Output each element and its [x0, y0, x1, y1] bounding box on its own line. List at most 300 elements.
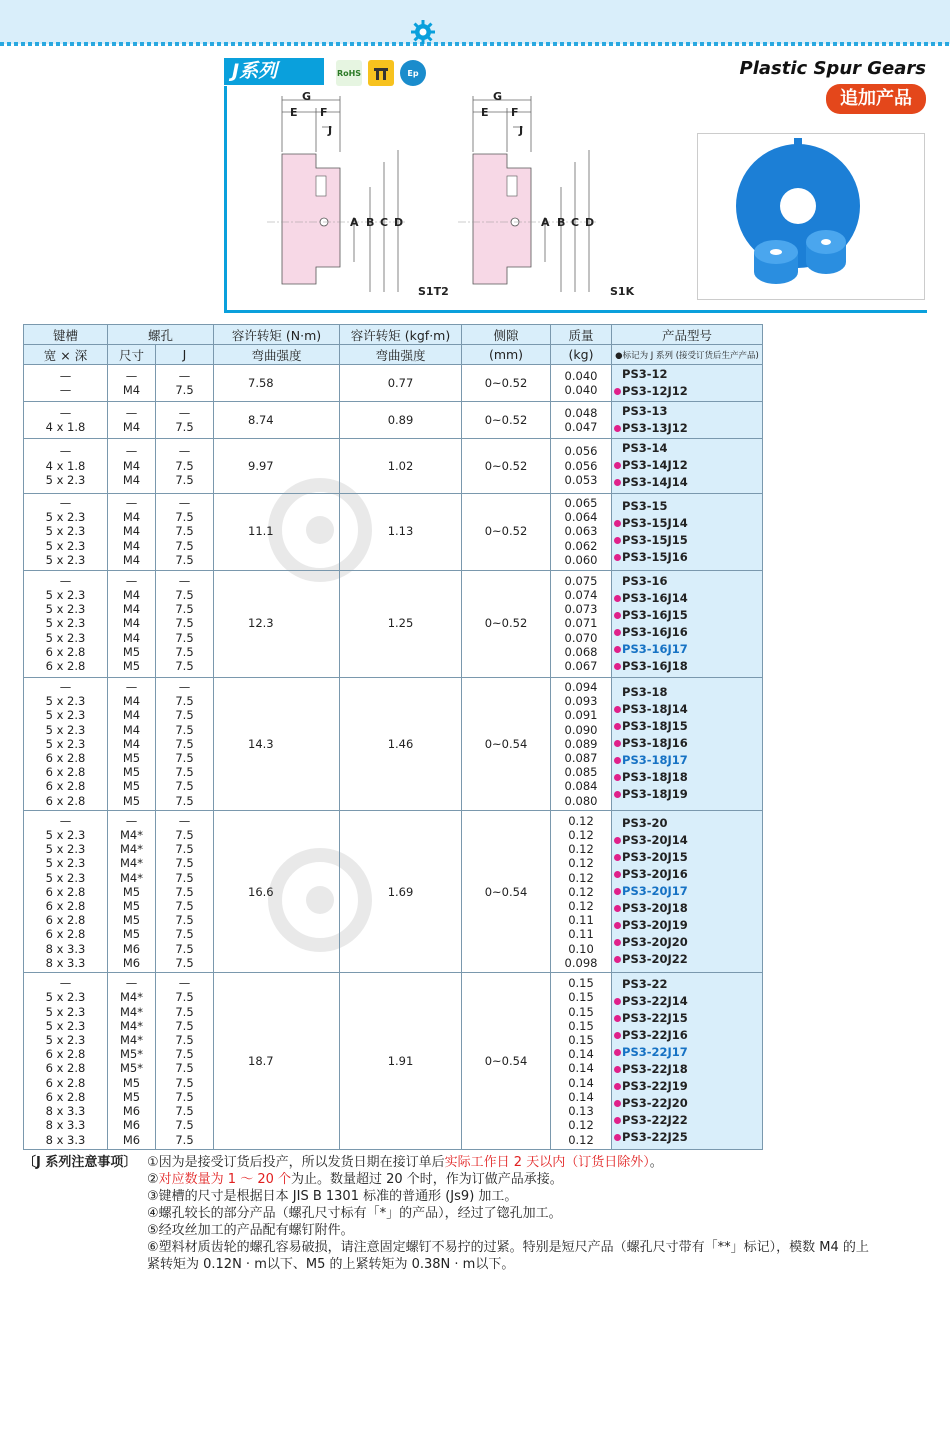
- mass-cell: [551, 493, 612, 570]
- screw-j-cell-line: 7.5: [175, 1075, 194, 1090]
- screw-size-cell: [108, 973, 156, 1150]
- page-title: Plastic Spur Gears: [739, 58, 926, 79]
- model-code-text: PS3-13J12: [622, 421, 688, 435]
- add-product-badge: 追加产品: [826, 84, 926, 114]
- j-series-dot-icon: [614, 905, 621, 912]
- screw-j-cell-line: 7.5: [175, 870, 194, 885]
- model-code: [614, 1095, 762, 1112]
- th-screw: 螺孔: [108, 325, 214, 345]
- model-code-text: PS3-15J16: [622, 549, 688, 564]
- model-code-text: PS3-22J15: [622, 1011, 688, 1026]
- j-series-dot-icon: [614, 629, 621, 636]
- model-cell: [612, 973, 763, 1150]
- model-code: [614, 532, 762, 549]
- keyway-cell-line: 5 x 2.3: [45, 870, 86, 885]
- mass-cell-line: 0.15: [568, 990, 594, 1005]
- screw-j-cell-line: 7.5: [175, 955, 194, 970]
- model-code: [614, 474, 762, 491]
- torque-nm-cell: 12.3: [214, 570, 340, 677]
- model-code: [614, 366, 762, 383]
- th-mass: 质量: [551, 325, 612, 345]
- screw-j-cell-line: 7.5: [175, 722, 194, 737]
- diagram-s1k-label: S1K: [610, 285, 635, 298]
- mass-cell-line: 0.068: [564, 644, 598, 659]
- screw-size-cell-line: M5: [122, 1075, 141, 1090]
- screw-j-cell-line: —: [178, 573, 191, 588]
- table-row: [24, 493, 763, 570]
- screw-size-cell-line: M5*: [120, 1047, 143, 1062]
- model-code-text: PS3-22J14: [622, 994, 688, 1009]
- torque-kgf-cell: 1.02: [340, 439, 462, 494]
- model-code: [614, 1078, 762, 1095]
- note-5: ⑤经攻丝加工的产品配有螺钉附件。: [147, 1223, 354, 1238]
- screw-j-cell-line: 7.5: [175, 927, 194, 942]
- j-series-dot-icon: [614, 871, 621, 878]
- screw-size-cell: [108, 365, 156, 402]
- j-series-dot-icon: [614, 663, 621, 670]
- model-code: [614, 866, 762, 883]
- screw-size-cell-line: —: [125, 573, 138, 588]
- screw-j-cell-line: 7.5: [175, 1047, 194, 1062]
- dim-j-label-right: J: [519, 124, 524, 137]
- keyway-cell-line: 6 x 2.8: [45, 765, 86, 780]
- screw-j-cell-line: 7.5: [175, 587, 194, 602]
- keyway-cell-line: 5 x 2.3: [45, 827, 86, 842]
- keyway-cell-line: 5 x 2.3: [45, 602, 86, 617]
- keyway-cell-line: 5 x 2.3: [45, 552, 86, 567]
- mass-cell: [551, 570, 612, 677]
- mass-cell-line: 0.053: [564, 472, 598, 487]
- model-code: [614, 1061, 762, 1078]
- notes-heading: 〔J 系列注意事项〕: [23, 1155, 137, 1170]
- model-code-text: PS3-18J14: [622, 702, 688, 717]
- note-3: ③键槽的尺寸是根据日本 JIS B 1301 标准的普通形 (Js9) 加工。: [147, 1189, 518, 1204]
- mass-cell-line: 0.075: [564, 573, 598, 588]
- model-cell: [612, 811, 763, 973]
- screw-j-cell: [156, 570, 214, 677]
- model-code: [614, 993, 762, 1010]
- keyway-cell-line: 6 x 2.8: [45, 1075, 86, 1090]
- screw-size-cell-line: M4: [122, 383, 141, 397]
- screw-size-cell-line: M5: [122, 884, 141, 899]
- j-series-dot-icon: [614, 595, 621, 602]
- keyway-cell-line: 5 x 2.3: [45, 694, 86, 709]
- screw-j-cell-line: 7.5: [175, 884, 194, 899]
- model-code-text: PS3-20J22: [622, 952, 688, 967]
- model-code-text: PS3-20J14: [622, 833, 688, 848]
- j-series-dot-icon: [614, 791, 621, 798]
- model-code: [614, 735, 762, 752]
- j-series-dot-icon: [614, 388, 621, 395]
- j-series-dot-icon: [614, 1083, 621, 1090]
- keyway-cell-line: 5 x 2.3: [45, 708, 86, 723]
- screw-j-cell-line: 7.5: [175, 1061, 194, 1076]
- mass-cell-line: 0.12: [568, 1132, 594, 1147]
- screw-size-cell-line: M4*: [120, 842, 143, 857]
- model-cell: [612, 402, 763, 439]
- model-code: [614, 403, 762, 420]
- note-1-end: 。: [649, 1155, 663, 1170]
- table-row: [24, 973, 763, 1150]
- mass-cell-line: 0.14: [568, 1075, 594, 1090]
- screw-size-cell-line: M5: [122, 751, 141, 765]
- note-4: ④螺孔较长的部分产品（螺孔尺寸标有「*」的产品），经过了锪孔加工。: [147, 1206, 562, 1221]
- dim-f-label-right: F: [511, 106, 519, 119]
- mass-cell-line: 0.047: [564, 420, 598, 434]
- model-code: [614, 1027, 762, 1044]
- keyway-cell-line: 5 x 2.3: [45, 587, 86, 602]
- mass-cell-line: 0.063: [564, 524, 598, 539]
- keyway-cell-line: 6 x 2.8: [45, 898, 86, 913]
- note-1: [147, 1154, 869, 1171]
- model-code: [614, 658, 762, 675]
- mass-cell-line: 0.13: [568, 1104, 594, 1119]
- mass-cell-line: 0.12: [568, 827, 594, 842]
- screw-size-cell-line: M4: [122, 736, 141, 751]
- badge-row: [336, 60, 426, 86]
- model-code-text: PS3-15J15: [622, 532, 688, 547]
- j-series-dot-icon: [614, 462, 621, 469]
- model-code: [614, 641, 762, 658]
- screw-j-cell-line: 7.5: [175, 616, 194, 631]
- dim-f-label: F: [320, 106, 328, 119]
- model-code: [614, 849, 762, 866]
- gear-logo-icon: [411, 20, 435, 44]
- keyway-cell-line: 6 x 2.8: [45, 927, 86, 942]
- screw-j-cell-line: —: [178, 495, 191, 510]
- torque-kgf-cell: 0.89: [340, 402, 462, 439]
- mass-cell-line: 0.14: [568, 1089, 594, 1104]
- keyway-cell-line: 5 x 2.3: [45, 1004, 86, 1019]
- model-code-text: PS3-18J17: [622, 753, 688, 768]
- screw-size-cell-line: M4: [122, 458, 141, 473]
- model-code-text: PS3-16J16: [622, 624, 688, 639]
- keyway-cell-line: —: [59, 368, 72, 383]
- screw-size-cell-line: M5: [122, 644, 141, 659]
- j-series-dot-icon: [614, 1049, 621, 1056]
- note-2-highlight: 对应数量为 1 ～ 20 个: [158, 1172, 291, 1187]
- keyway-cell: [24, 365, 108, 402]
- j-series-dot-icon: [614, 939, 621, 946]
- screw-size-cell-line: M4*: [120, 827, 143, 842]
- j-series-dot-icon: [614, 1134, 621, 1141]
- mass-cell-line: 0.056: [564, 458, 598, 473]
- model-code: [614, 549, 762, 566]
- keyway-cell: [24, 439, 108, 494]
- ep-badge-icon: Ep: [400, 60, 426, 86]
- top-band: [0, 0, 950, 44]
- mass-cell-line: 0.098: [564, 955, 598, 970]
- j-series-dot-icon: [614, 1117, 621, 1124]
- screw-size-cell-line: M5: [122, 793, 141, 808]
- mass-cell-line: 0.15: [568, 1004, 594, 1019]
- model-code: [614, 769, 762, 786]
- model-code-text: PS3-18J19: [622, 787, 688, 802]
- screw-size-cell-line: M4: [122, 722, 141, 737]
- mass-cell: [551, 439, 612, 494]
- model-code-text: PS3-22J16: [622, 1028, 688, 1043]
- j-series-dot-icon: [614, 956, 621, 963]
- screw-size-cell: [108, 402, 156, 439]
- model-code-text: PS3-22J17: [622, 1045, 688, 1060]
- model-code-text: PS3-13: [622, 404, 668, 418]
- screw-j-cell-line: 7.5: [175, 793, 194, 808]
- mass-cell-line: 0.067: [564, 659, 598, 673]
- j-series-dot-icon: [614, 888, 621, 895]
- screw-size-cell-line: M4*: [120, 856, 143, 871]
- model-code-text: PS3-20J15: [622, 850, 688, 865]
- screw-j-cell-line: 7.5: [175, 630, 194, 645]
- mass-cell-line: 0.12: [568, 1118, 594, 1133]
- screw-j-cell-line: 7.5: [175, 842, 194, 857]
- model-code: [614, 498, 762, 515]
- screw-j-cell-line: 7.5: [175, 913, 194, 928]
- mass-cell-line: 0.065: [564, 495, 598, 510]
- screw-j-cell-line: 7.5: [175, 524, 194, 539]
- keyway-cell-line: 8 x 3.3: [45, 1104, 86, 1119]
- j-series-dot-icon: [614, 1100, 621, 1107]
- screw-size-cell-line: —: [125, 679, 138, 694]
- dim-j-label: J: [328, 124, 333, 137]
- screw-j-cell-line: —: [178, 405, 191, 420]
- j-series-dot-icon: [614, 425, 621, 432]
- mass-cell-line: 0.15: [568, 976, 594, 991]
- model-code-text: PS3-22J25: [622, 1130, 688, 1145]
- mass-cell-line: 0.087: [564, 751, 598, 765]
- mass-cell-line: 0.11: [568, 927, 594, 942]
- gear-diagram-s1k: [453, 92, 603, 297]
- screw-size-cell-line: —: [125, 813, 138, 828]
- keyway-cell: [24, 402, 108, 439]
- model-code-text: PS3-16J15: [622, 607, 688, 622]
- keyway-cell-line: —: [59, 444, 72, 459]
- dim-e-label: E: [290, 106, 298, 119]
- dim-g-label: G: [302, 90, 312, 103]
- model-code: [614, 590, 762, 607]
- table-row: [24, 402, 763, 439]
- screw-size-cell-line: —: [125, 495, 138, 510]
- screw-j-cell-line: —: [178, 368, 191, 383]
- mass-cell-line: 0.14: [568, 1047, 594, 1062]
- screw-size-cell-line: M4: [122, 616, 141, 631]
- keyway-cell: [24, 973, 108, 1150]
- th-model: 产品型号: [612, 325, 763, 345]
- screw-size-cell-line: M4: [122, 552, 141, 567]
- torque-nm-cell: 11.1: [214, 493, 340, 570]
- mass-cell: [551, 402, 612, 439]
- j-series-dot-icon: [614, 537, 621, 544]
- model-code-text: PS3-20J16: [622, 867, 688, 882]
- model-code: [614, 934, 762, 951]
- screw-size-cell: [108, 493, 156, 570]
- backlash-cell: 0~0.52: [462, 402, 551, 439]
- screw-j-cell-line: 7.5: [175, 765, 194, 780]
- mass-cell-line: 0.090: [564, 722, 598, 737]
- j-series-dot-icon: [614, 854, 621, 861]
- model-code-text: PS3-12J12: [622, 384, 688, 398]
- keyway-cell-line: 6 x 2.8: [45, 779, 86, 794]
- model-code: [614, 515, 762, 532]
- model-cell: [612, 677, 763, 811]
- keyway-cell-line: 6 x 2.8: [45, 1089, 86, 1104]
- model-cell: [612, 493, 763, 570]
- model-code: [614, 951, 762, 968]
- screw-j-cell-line: 7.5: [175, 602, 194, 617]
- torque-nm-cell: 8.74: [214, 402, 340, 439]
- backlash-cell: 0~0.54: [462, 973, 551, 1150]
- keyway-cell-line: 5 x 2.3: [45, 722, 86, 737]
- model-code: [614, 607, 762, 624]
- model-code: [614, 1112, 762, 1129]
- torque-nm-cell: 14.3: [214, 677, 340, 811]
- model-code-text: PS3-20J17: [622, 884, 688, 899]
- screw-size-cell-line: M4: [122, 602, 141, 617]
- keyway-cell-line: —: [59, 679, 72, 694]
- keyway-cell-line: 8 x 3.3: [45, 1132, 86, 1147]
- keyway-cell-line: 8 x 3.3: [45, 1118, 86, 1133]
- screw-size-cell-line: M4: [122, 472, 141, 487]
- screw-size-cell-line: M5: [122, 927, 141, 942]
- mass-cell-line: 0.093: [564, 694, 598, 709]
- note-1-highlight: 实际工作日 2 天以内（订货日除外）: [444, 1155, 650, 1170]
- torque-nm-cell: 9.97: [214, 439, 340, 494]
- model-code-text: PS3-15J14: [622, 515, 688, 530]
- screw-j-cell-line: 7.5: [175, 1104, 194, 1119]
- screw-j-cell-line: 7.5: [175, 1004, 194, 1019]
- j-series-dot-icon: [614, 520, 621, 527]
- mass-cell-line: 0.14: [568, 1061, 594, 1076]
- screw-size-cell-line: M4: [122, 587, 141, 602]
- th-bend-1: 弯曲强度: [214, 345, 340, 365]
- screw-j-cell: [156, 493, 214, 570]
- mass-cell-line: 0.12: [568, 813, 594, 828]
- model-code-text: PS3-22J20: [622, 1096, 688, 1111]
- screw-j-cell-line: 7.5: [175, 708, 194, 723]
- mass-cell: [551, 973, 612, 1150]
- screw-size-cell-line: M4: [122, 538, 141, 553]
- model-code-text: PS3-18J18: [622, 770, 688, 785]
- screw-size-cell-line: M5: [122, 779, 141, 794]
- keyway-cell-line: 5 x 2.3: [45, 1033, 86, 1048]
- spec-table-body: [24, 365, 763, 1150]
- screw-size-cell-line: —: [125, 444, 138, 459]
- model-cell: [612, 439, 763, 494]
- screw-j-cell: [156, 365, 214, 402]
- screw-j-cell-line: —: [178, 444, 191, 459]
- keyway-cell-line: 5 x 2.3: [45, 736, 86, 751]
- keyway-cell-line: 5 x 2.3: [45, 856, 86, 871]
- mass-cell-line: 0.073: [564, 602, 598, 617]
- mass-cell-line: 0.11: [568, 913, 594, 928]
- screw-j-cell-line: 7.5: [175, 1089, 194, 1104]
- keyway-cell-line: 5 x 2.3: [45, 524, 86, 539]
- screw-size-cell-line: M4*: [120, 1033, 143, 1048]
- screw-j-cell-line: 7.5: [175, 383, 194, 397]
- model-code-text: PS3-16J14: [622, 590, 688, 605]
- screw-j-cell-line: 7.5: [175, 898, 194, 913]
- model-code: [614, 900, 762, 917]
- j-series-dot-icon: [614, 646, 621, 653]
- screw-j-cell-line: —: [178, 976, 191, 991]
- screw-j-cell-line: 7.5: [175, 552, 194, 567]
- j-series-dot-icon: [614, 757, 621, 764]
- model-code: [614, 752, 762, 769]
- mass-cell-line: 0.091: [564, 708, 598, 723]
- spec-table: [23, 324, 763, 1150]
- model-code: [614, 420, 762, 437]
- j-series-dot-icon: [614, 723, 621, 730]
- backlash-cell: 0~0.52: [462, 493, 551, 570]
- mass-cell-line: 0.12: [568, 898, 594, 913]
- screw-size-cell-line: M6: [122, 1132, 141, 1147]
- mass-cell-line: 0.064: [564, 510, 598, 525]
- keyway-cell: [24, 493, 108, 570]
- screw-j-cell: [156, 402, 214, 439]
- screw-j-cell-line: —: [178, 679, 191, 694]
- screw-j-cell-line: 7.5: [175, 510, 194, 525]
- keyway-cell-line: 5 x 2.3: [45, 990, 86, 1005]
- j-series-dot-icon: [614, 612, 621, 619]
- screw-size-cell-line: M4*: [120, 1004, 143, 1019]
- screw-size-cell-line: M5: [122, 765, 141, 780]
- screw-size-cell-line: —: [125, 368, 138, 383]
- rohs-badge-icon: RoHS: [336, 60, 362, 86]
- model-code-text: PS3-12: [622, 367, 668, 381]
- j-series-dot-icon: [614, 706, 621, 713]
- dim-g-label-right: G: [493, 90, 503, 103]
- screw-size-cell-line: M4*: [120, 870, 143, 885]
- table-row: [24, 365, 763, 402]
- screw-size-cell-line: M4: [122, 630, 141, 645]
- product-photo: [697, 133, 925, 300]
- model-code: [614, 917, 762, 934]
- mass-cell-line: 0.040: [564, 383, 598, 397]
- model-code-text: PS3-22J19: [622, 1079, 688, 1094]
- th-model-note: ●标记为 J 系列 (接受订货后生产产品): [612, 345, 763, 365]
- dim-a-label-right: A: [541, 216, 550, 229]
- th-keyway-sub: 宽 × 深: [24, 345, 108, 365]
- keyway-cell-line: 5 x 2.3: [45, 510, 86, 525]
- j-series-dot-icon: [614, 998, 621, 1005]
- backlash-cell: 0~0.52: [462, 365, 551, 402]
- header-row-1: [24, 325, 763, 345]
- j-series-dot-icon: [614, 740, 621, 747]
- model-cell: [612, 570, 763, 677]
- model-code-text: PS3-20J20: [622, 935, 688, 950]
- top-dotted-rule: [0, 42, 950, 46]
- j-series-dot-icon: [614, 837, 621, 844]
- screw-size-cell-line: M6: [122, 955, 141, 970]
- mass-cell-line: 0.060: [564, 552, 598, 567]
- keyway-cell: [24, 677, 108, 811]
- screw-j-cell-line: 7.5: [175, 827, 194, 842]
- mass-cell-line: 0.089: [564, 736, 598, 751]
- note-2: [147, 1171, 869, 1188]
- notes-body: [147, 1154, 869, 1273]
- screw-j-cell-line: 7.5: [175, 856, 194, 871]
- torque-kgf-cell: 1.69: [340, 811, 462, 973]
- table-row: [24, 439, 763, 494]
- model-code: [614, 786, 762, 803]
- mass-cell-line: 0.071: [564, 616, 598, 631]
- keyway-cell-line: —: [59, 405, 72, 420]
- screw-size-cell-line: M4: [122, 708, 141, 723]
- keyway-cell-line: —: [59, 573, 72, 588]
- screw-j-cell-line: 7.5: [175, 779, 194, 794]
- backlash-cell: 0~0.52: [462, 570, 551, 677]
- note-6b: 紧转矩为 0.12N · m以下、M5 的上紧转矩为 0.38N · m以下。: [147, 1257, 515, 1272]
- screw-size-cell-line: M5: [122, 659, 141, 673]
